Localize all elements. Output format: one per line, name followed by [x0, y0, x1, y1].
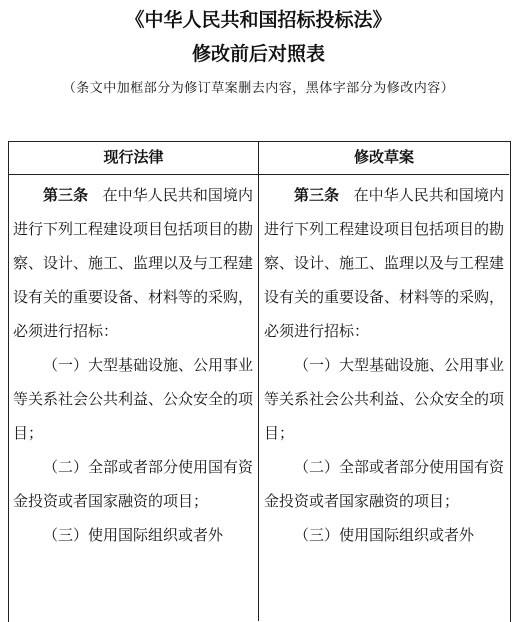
- article-label: 第三条: [294, 186, 340, 204]
- column-divider: [258, 141, 259, 621]
- item-2: （二）全部或者部分使用国有资金投资或者国家融资的项目；: [264, 458, 505, 510]
- editorial-note: （条文中加框部分为修订草案删去内容，黑体字部分为修改内容）: [62, 81, 455, 96]
- item-1: （一）大型基础设施、公用事业等关系社会公共利益、公众安全的项目；: [264, 356, 505, 442]
- document-subtitle: 修改前后对照表: [191, 43, 325, 65]
- draft-amendment-column: [264, 178, 504, 552]
- item-1: （一）大型基础设施、公用事业等关系社会公共利益、公众安全的项目；: [13, 356, 254, 442]
- article-text: 在中华人民共和国境内进行下列工程建设项目包括项目的勘察、设计、施工、监理以及与工程建设有关的重要设备、材料等的采购，必须进行招标：: [264, 186, 505, 340]
- item-2: （二）全部或者部分使用国有资金投资或者国家融资的项目；: [13, 458, 254, 510]
- current-law-column: [13, 178, 253, 552]
- column-header-draft-amendment: 修改草案: [353, 148, 414, 166]
- article-label: 第三条: [43, 186, 89, 204]
- column-header-current-law: 现行法律: [103, 148, 164, 166]
- article-3-paragraph: [13, 178, 253, 348]
- article-3-paragraph: [264, 178, 504, 348]
- article-text: 在中华人民共和国境内进行下列工程建设项目包括项目的勘察、设计、施工、监理以及与工程建设有关的重要设备、材料等的采购，必须进行招标：: [13, 186, 254, 340]
- item-3: （三）使用国际组织或者外: [294, 526, 475, 544]
- document-title: 《中华人民共和国招标投标法》: [125, 9, 392, 31]
- item-3: （三）使用国际组织或者外: [43, 526, 224, 544]
- header-rule: [8, 174, 509, 175]
